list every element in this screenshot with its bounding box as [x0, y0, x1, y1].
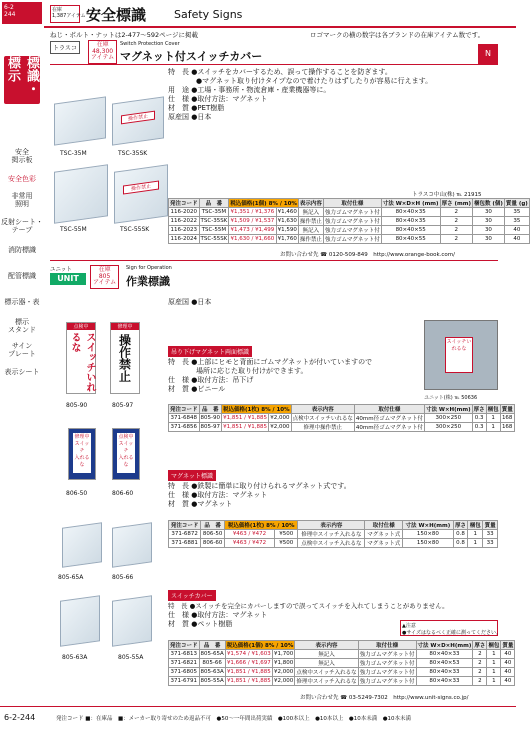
unit-logo-icon: UNIT	[50, 273, 86, 285]
table-cell: 80×40×55	[381, 235, 440, 244]
table-cell: ¥1,851 / ¥1,885	[223, 424, 268, 430]
product-image-tsc55m	[54, 164, 108, 224]
table-cell: ¥1,630	[277, 218, 297, 224]
col-header: 表示内容	[291, 405, 354, 414]
table-row	[169, 530, 498, 539]
table-cell: 80×40×33	[416, 668, 473, 677]
table-cell: 1	[468, 530, 483, 539]
table-cell: 2	[440, 235, 472, 244]
table-cell: 80×40×33	[416, 677, 473, 686]
table-cell: 30	[472, 217, 504, 226]
table-cell: 操作禁止	[298, 217, 323, 226]
table-cell: 40	[501, 659, 515, 668]
table-cell: ¥1,666 / ¥1,697	[226, 660, 271, 666]
table-cell: 35	[504, 208, 529, 217]
table-cell: 805-63A	[200, 669, 224, 675]
spec-line: 特 長 ●スイッチをカバーするため、誤って操作することを防ぎます。	[168, 68, 392, 76]
table-cell: 2	[440, 217, 472, 226]
spec-line: 材 質 ●PET樹脂	[168, 104, 225, 112]
table-cell: 80×40×35	[381, 217, 440, 226]
table-cell: 2	[440, 208, 472, 217]
product-caption: TSC-55SK	[120, 226, 150, 233]
col-header: 梱包	[486, 405, 500, 414]
col-header: 税込価格(1個) 8% / 10%	[229, 199, 299, 208]
table-cell: 40mm径ゴムマグネット付	[354, 423, 424, 432]
table-cell: 修理中スイッチ入れるな	[295, 677, 358, 686]
trusco-code: トラスコ中山(株) ℡ 21915	[412, 192, 482, 198]
table-cell: 116-2023	[169, 226, 200, 235]
table-cell: 40	[504, 226, 529, 235]
table-cell: 116-2020	[169, 208, 200, 217]
product-caption: TSC-35M	[60, 150, 87, 157]
table-cell: ¥1,590	[277, 227, 297, 233]
table-cell: 無記入	[298, 208, 323, 217]
table-cell: 80×40×55	[381, 226, 440, 235]
table-cell: ¥2,000	[274, 669, 294, 675]
sub3-title: スイッチカバー	[168, 590, 216, 601]
cover-805-66	[112, 522, 152, 568]
table-cell: 1	[487, 668, 501, 677]
col-header: 発注コード	[169, 641, 200, 650]
col-header: 品 番	[199, 405, 221, 414]
table-cell: TSC-55SK	[200, 236, 228, 242]
col-header: 発注コード	[169, 199, 200, 208]
sidebar-title: 標識・標示	[4, 56, 40, 104]
spec-line: 特 長 ●上部にヒモと背面にゴムマグネットが付いていますので	[168, 358, 373, 366]
table-row	[169, 650, 515, 659]
cover-caption: 805-65A	[58, 574, 84, 581]
table-cell: 40	[501, 677, 515, 686]
stock-badge-trusco: 在庫 48,300 アイテム	[88, 40, 117, 64]
sub1-table	[168, 404, 515, 432]
table-cell: 371-6881	[169, 539, 201, 548]
section2-origin: 原産国 ●日本	[168, 298, 212, 306]
sidebar-item-3[interactable]: 非常用 照明	[11, 192, 33, 208]
section2-contact: お問い合わせ先 ☎ 03-5249-7302 http://www.unit-signs.co.jp/	[300, 695, 469, 701]
sidebar-item-2[interactable]: 安全色彩	[8, 175, 36, 183]
section1-contact: お問い合わせ先 ☎ 0120-509-849 http://www.orange-book.com/	[280, 252, 455, 258]
section1-divider	[50, 64, 498, 65]
sub2-table	[168, 520, 498, 548]
table-row	[169, 414, 515, 423]
table-cell: 371-6791	[169, 677, 200, 686]
sub3-table	[168, 640, 515, 686]
table-cell: ¥1,851 / ¥1,885	[226, 678, 271, 684]
table-row	[169, 226, 530, 235]
stock-badge-unit: 在庫 805 アイテム	[90, 265, 119, 289]
table-cell: 0.3	[472, 423, 486, 432]
sign-806-60: 点検中 スイッチ 入れるな	[112, 428, 140, 480]
table-cell: 2	[440, 226, 472, 235]
brand-unit-label: ユニット	[50, 267, 72, 273]
table-cell: 2	[473, 650, 487, 659]
sub1-specs	[168, 358, 418, 394]
table-cell: 無記入	[295, 659, 358, 668]
spec-line: 特 長 ●スイッチを完全にカバーしますので誤ってスイッチを入れてしまうことがありません。	[168, 602, 449, 610]
table-cell: 80×40×53	[416, 659, 473, 668]
table-cell: TSC-35SK	[200, 218, 228, 224]
col-header: 品 番	[199, 199, 229, 208]
table-cell: ¥1,851 / ¥1,885	[226, 669, 271, 675]
table-cell: ¥2,000	[274, 678, 294, 684]
table-cell: ¥1,700	[274, 651, 294, 657]
sidebar-item-7[interactable]: 標示器・表	[4, 298, 40, 306]
spec-line: 仕 様 ●取付方法：マグネット	[168, 95, 268, 103]
table-row	[169, 539, 498, 548]
spec-line: 材 質 ●ペット樹脂	[168, 620, 233, 628]
table-cell: 0.8	[453, 539, 468, 548]
table-cell: 修理中操作禁止	[291, 423, 354, 432]
col-header: 品 番	[199, 641, 225, 650]
table-cell: 33	[483, 530, 498, 539]
table-cell: 805-65A	[200, 651, 224, 657]
caution-note: ▲注意 ●サイズはなるべく正確に測ってください。	[400, 620, 498, 636]
table-cell: 805-66	[199, 659, 225, 668]
spec-line: 仕 様 ●取付方法：マグネット	[168, 491, 268, 499]
footer	[0, 706, 516, 729]
table-cell: 30	[472, 235, 504, 244]
table-cell: ¥463 / ¥472	[224, 530, 274, 539]
table-cell: 80×40×35	[381, 208, 440, 217]
table-cell: 35	[504, 217, 529, 226]
crossref-note: ねじ・ボルト・ナットは2-477〜592ページに掲載	[50, 31, 199, 39]
table-cell: 371-6821	[169, 659, 200, 668]
sign-caption: 805-97	[112, 402, 134, 409]
table-row	[169, 659, 515, 668]
section1-specs	[168, 68, 498, 122]
section2-en: Sign for Operation	[126, 265, 172, 271]
table-cell: ¥1,351 / ¥1,376	[230, 209, 275, 215]
col-header: 表示内容	[298, 199, 323, 208]
sign-caption: 806-60	[112, 490, 134, 497]
table-cell: 806-50	[201, 530, 225, 539]
table-row	[169, 217, 530, 226]
table-cell: 806-60	[201, 539, 225, 548]
table-cell: ¥463 / ¥472	[224, 539, 274, 548]
sub2-specs	[168, 482, 488, 509]
sidebar	[0, 0, 44, 729]
col-header: 税込価格(1個) 8% / 10%	[225, 641, 295, 650]
table-cell: 40	[501, 668, 515, 677]
section2-divider	[50, 260, 498, 261]
table-cell: 300×250	[424, 414, 472, 423]
table-cell: 40	[504, 235, 529, 244]
table-cell: 1	[487, 650, 501, 659]
col-header: 厚さ (mm)	[440, 199, 472, 208]
table-cell: 1	[468, 539, 483, 548]
spec-line: 原産国 ●日本	[168, 113, 212, 121]
page-code: 6-2 244	[2, 2, 42, 24]
table-cell: 点検中スイッチ入れるな	[295, 668, 358, 677]
col-header: 発注コード	[169, 405, 200, 414]
table-cell: TSC-55M	[199, 226, 229, 235]
unit-note: ユニット(株) ℡ 50636	[424, 395, 478, 401]
table-cell: 40mm径ゴムマグネット付	[354, 414, 424, 423]
spec-line: 用 途 ●工場・事務所・物流倉庫・産業機器等に。	[168, 86, 331, 94]
table-cell: マグネット式	[365, 539, 403, 548]
col-header: 表示内容	[295, 641, 358, 650]
sidebar-item-9[interactable]: サイン プレート	[8, 342, 36, 358]
col-header: 取付仕様	[354, 405, 424, 414]
table-cell: 0.3	[472, 414, 486, 423]
table-cell: ¥1,800	[274, 660, 294, 666]
col-header: 質量	[501, 641, 515, 650]
table-cell: 強力ゴムマグネット付	[323, 208, 381, 217]
table-row	[169, 208, 530, 217]
col-header: 寸法 W×H(mm)	[424, 405, 472, 414]
col-header: 取付仕様	[323, 199, 381, 208]
table-cell: ¥1,509 / ¥1,537	[230, 218, 275, 224]
table-cell: 強力ゴムマグネット付	[323, 235, 381, 244]
table-cell: 点検中スイッチ入れるな	[298, 539, 365, 548]
table-cell: 2	[473, 668, 487, 677]
table-cell: 点検中スイッチいれるな	[291, 414, 354, 423]
table-cell: 0.8	[453, 530, 468, 539]
table-cell: 371-6813	[169, 650, 200, 659]
table-cell: ¥2,000	[270, 424, 290, 430]
table-cell: 強力ゴムマグネット付	[358, 668, 416, 677]
table-cell: 修理中スイッチ入れるな	[298, 530, 365, 539]
brand-trusco: トラスコ	[50, 41, 80, 54]
table-cell: 強力ゴムマグネット付	[358, 659, 416, 668]
sign-caption: 806-50	[66, 490, 88, 497]
table-cell: 操作禁止	[298, 235, 323, 244]
table-cell: 無記入	[295, 650, 358, 659]
table-cell: 30	[472, 208, 504, 217]
sign-805-90: 点検中 スイッチいれるな	[66, 322, 96, 394]
sign-caption: 805-90	[66, 402, 88, 409]
table-cell: ¥1,473 / ¥1,499	[230, 227, 275, 233]
col-header: 梱包	[468, 521, 483, 530]
sign-806-50: 修理中 スイッチ 入れるな	[68, 428, 96, 480]
table-row	[169, 423, 515, 432]
spec-line: 材 質 ●マグネット	[168, 500, 233, 508]
table-cell: 強力ゴムマグネット付	[358, 650, 416, 659]
col-header: 品 番	[201, 521, 225, 530]
table-row	[169, 668, 515, 677]
table-cell: 371-6856	[169, 423, 200, 432]
col-header: 税込価格(1枚) 8% / 10%	[224, 521, 298, 530]
table-cell: ¥1,460	[277, 209, 297, 215]
col-header: 表示内容	[298, 521, 365, 530]
col-header: 寸法 W×H(mm)	[403, 521, 453, 530]
col-header: 寸法 W×D×H (mm)	[381, 199, 440, 208]
spec-line: 場所に応じた取り付けができます。	[168, 367, 308, 375]
page-title: 安全標識	[86, 6, 147, 24]
table-cell: 168	[501, 424, 513, 430]
usage-photo: スイッチいれるな	[424, 320, 498, 390]
table-cell: 1	[487, 659, 501, 668]
product-caption: TSC-35SK	[118, 150, 148, 157]
table-cell: 168	[501, 415, 513, 421]
sub2-title: マグネット標識	[168, 470, 216, 481]
col-header: 梱包	[487, 641, 501, 650]
col-header: 取付仕様	[358, 641, 416, 650]
table-row	[169, 677, 515, 686]
table-cell: ¥500	[275, 530, 298, 539]
table-cell: 1	[487, 677, 501, 686]
table-cell: 116-2022	[169, 217, 200, 226]
cover-805-63a	[60, 595, 100, 647]
footer-page: 6-2-244	[4, 713, 36, 722]
sidebar-item-10[interactable]: 表示シート	[4, 368, 40, 376]
table-cell: 805-90	[200, 415, 220, 421]
col-header: 梱包数 (個)	[472, 199, 504, 208]
table-cell: 33	[483, 539, 498, 548]
col-header: 質量	[500, 405, 514, 414]
table-cell: 40	[501, 650, 515, 659]
table-cell: 1	[486, 414, 500, 423]
cover-805-65a	[62, 522, 102, 568]
section1-table	[168, 198, 530, 244]
table-cell: 805-55A	[200, 678, 224, 684]
spec-line: 特 長 ●鉄製に簡単に取り付けられるマグネット式です。	[168, 482, 351, 490]
table-cell: ¥2,000	[270, 415, 290, 421]
sidebar-item-1[interactable]: 安全 掲示板	[11, 148, 33, 164]
col-header: 税込価格(1枚) 8% / 10%	[222, 405, 292, 414]
table-cell: マグネット式	[365, 530, 403, 539]
table-cell: 805-97	[200, 424, 220, 430]
cover-caption: 805-55A	[118, 654, 144, 661]
product-image-tsc55sk: 操作禁止	[114, 164, 168, 224]
sidebar-item-8[interactable]: 標示 スタンド	[8, 318, 36, 334]
col-header: 質量 (g)	[504, 199, 529, 208]
table-cell: 371-6872	[169, 530, 201, 539]
stock-badge: 在庫 1,387アイテム	[50, 5, 80, 23]
section2-title: 作業標識	[126, 275, 170, 288]
table-cell: TSC-35M	[199, 208, 229, 217]
table-cell: 2	[473, 677, 487, 686]
sidebar-item-5[interactable]: 消防標識	[8, 246, 36, 254]
col-header: 質量	[483, 521, 498, 530]
col-header: 厚さ	[473, 641, 487, 650]
table-cell: 強力ゴムマグネット付	[358, 677, 416, 686]
table-cell: 強力ゴムマグネット付	[323, 226, 381, 235]
table-cell: 150×80	[403, 530, 453, 539]
spec-line: 仕 様 ●取付方法：吊下げ	[168, 376, 254, 384]
product-caption: TSC-55M	[60, 226, 87, 233]
spec-line: ●マグネット取り付けタイプなので着けたりはずしたりが容易に行えます。	[168, 77, 433, 85]
header-divider	[44, 26, 516, 28]
product-image-tsc35sk: 操作禁止	[112, 96, 164, 145]
table-cell: 強力ゴムマグネット付	[323, 217, 381, 226]
table-cell: 2	[473, 659, 487, 668]
col-header: 厚さ	[453, 521, 468, 530]
product-image-tsc35m	[54, 96, 106, 145]
table-cell: 116-2024	[169, 235, 200, 244]
spec-line: 仕 様 ●取付方法：マグネット	[168, 611, 268, 619]
table-cell: 150×80	[403, 539, 453, 548]
table-cell: 371-6848	[169, 414, 200, 423]
table-cell: 300×250	[424, 423, 472, 432]
footer-legend: 発注コード ■：在庫品 ■：メーカー取り寄せのため返品不可 ●50〜一年間出荷実績 ●100本以上 ●10本以上 ●10本未満 ●10本未満	[56, 716, 412, 722]
spec-line: 材 質 ●ビニール	[168, 385, 226, 393]
cover-caption: 805-66	[112, 574, 134, 581]
sub1-title: 吊り下げマグネット両面標識	[168, 346, 252, 357]
col-header: 厚さ	[472, 405, 486, 414]
table-cell: ¥1,760	[277, 236, 297, 242]
sign-805-97: 修理中 操作禁止	[110, 322, 140, 394]
table-cell: 30	[472, 226, 504, 235]
table-cell: ¥1,851 / ¥1,885	[223, 415, 268, 421]
table-row	[169, 235, 530, 244]
table-cell: 無記入	[298, 226, 323, 235]
section1-title: マグネット付スイッチカバー	[120, 50, 263, 63]
table-cell: ¥500	[275, 539, 298, 548]
section1-en: Switch Protection Cover	[120, 41, 180, 47]
table-cell: ¥1,574 / ¥1,603	[226, 651, 271, 657]
page-title-en: Safety Signs	[174, 8, 243, 21]
table-cell: ¥1,630 / ¥1,660	[230, 236, 275, 242]
sidebar-item-4[interactable]: 反射シート・ テープ	[1, 218, 43, 234]
col-header: 取付仕様	[365, 521, 403, 530]
cover-caption: 805-63A	[62, 654, 88, 661]
brand-note: ロゴマークの横の数字は各ブランドの在庫アイテム数です。	[310, 31, 485, 39]
sidebar-item-6[interactable]: 配管標識	[8, 272, 36, 280]
table-cell: 371-6805	[169, 668, 200, 677]
col-header: 発注コード	[169, 521, 201, 530]
table-cell: 80×40×33	[416, 650, 473, 659]
cover-805-55a	[112, 595, 152, 647]
table-cell: 1	[486, 423, 500, 432]
new-badge-icon: N	[478, 44, 498, 64]
col-header: 寸法 W×D×H(mm)	[416, 641, 473, 650]
